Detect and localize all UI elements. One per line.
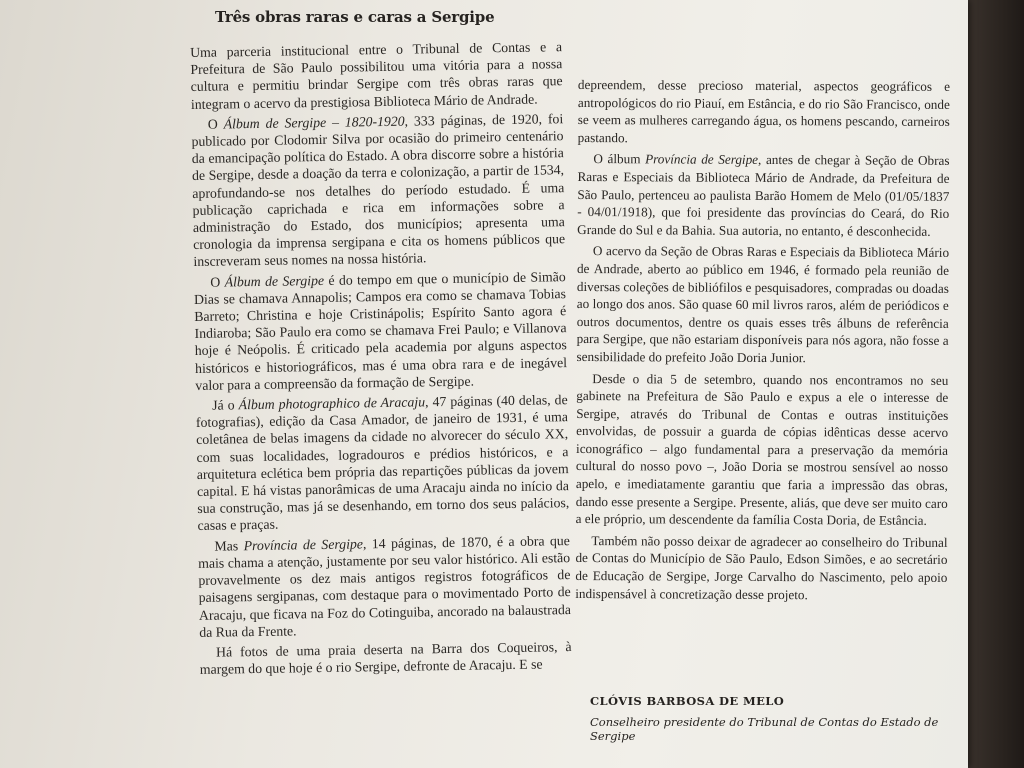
book-title: Província de Sergipe: [645, 151, 759, 168]
paragraph: Desde o dia 5 de setembro, quando nos encontramos no seu gabinete na Prefeitura de São Paulo e expus a ele o interesse de Sergipe, através do Tribunal de Contas e outras instituições envolvidas, de possuir a guarda de cópias idênticas desse acervo iconográfico – algo fundamental para a preservação da memória cultural do nosso povo –, João Doria se mostrou sensível ao nosso apelo, e imediatamente garantiu que faria a impressão das obras, dando esse presente a Sergipe. Presente, aliás, que deve ser muito caro a ele próprio, um descendente da família Costa Doria, de Estância.: [575, 370, 949, 529]
paragraph: Já o Álbum photographico de Aracaju, 47 páginas (40 delas, de fotografias), edição da Casa Amador, de janeiro de 1931, é uma coletânea de belas imagens da cidade no alvorecer do século XX, com suas localidades, logradouros e prédios históricos, e a arquitetura eclética bem própria das repartições públicas da jovem capital. E há vistas panorâmicas de uma Aracaju ainda no início da sua construção, mas já se desenhando, em torno dos seus palácios, casas e praças.: [195, 392, 570, 534]
paragraph: depreendem, desse precioso material, aspectos geográficos e antropológicos do rio Piauí, em Estância, e do rio São Francisco, onde se veem as mulheres carregando água, os homens pescando, carneiros pastando.: [577, 76, 950, 146]
book-title: Álbum photographico de Aracaju: [238, 394, 426, 413]
book-title: Província de Sergipe: [243, 536, 364, 553]
background-edge: [968, 0, 1024, 768]
author-role: Conselheiro presidente do Tribunal de Contas do Estado de Sergipe: [590, 715, 939, 743]
book-title: Álbum de Sergipe – 1820-1920: [223, 113, 405, 132]
left-column: [190, 38, 572, 678]
paragraph: O Álbum de Sergipe é do tempo em que o município de Simão Dias se chamava Annapolis; Campos era como se chamava Tobias Barreto; Christina e hoje Cristinápolis; Espírito Santo agora é Indiaroba; São Paulo era como se chamava Frei Paulo; e Villanova hoje é Neópolis. É criticado pela academia por alguns aspectos históricos e historiográficos, mas é uma obra rara e de inegável valor para a compreensão da formação de Sergipe.: [193, 268, 568, 393]
book-title: Álbum de Sergipe: [224, 272, 325, 290]
paragraph: O Álbum de Sergipe – 1820-1920, 333 páginas, de 1920, foi publicado por Clodomir Silva por ocasião do primeiro centenário da emancipação política do Estado. A obra discorre sobre a história de Sergipe, desde a doação da terra e colonização, a partir de 1534, aprofundando-se nos detalhes do período estudado. É uma publicação caprichada e rica em informações sobre a administração do Estado, dos municípios; apresenta uma cronologia da imprensa sergipana e cita os homens públicos que inscreveram seus nomes na nossa história.: [191, 110, 566, 270]
paragraph: O acervo da Seção de Obras Raras e Especiais da Biblioteca Mário de Andrade, aberto ao público em 1946, é formado pela reunião de diversas coleções de bibliófilos e pesquisadores, compradas ou doadas ao longo dos anos. São quase 60 mil livros raros, além de periódicos e outros documentos, dentre os quais esses três álbuns de referência para Sergipe, que não estariam disponíveis para nós agora, não fosse a sensibilidade do prefeito João Doria Junior.: [576, 243, 950, 366]
author-name: CLÓVIS BARBOSA DE MELO: [590, 694, 785, 708]
paragraph: O álbum Província de Sergipe, antes de chegar à Seção de Obras Raras e Especiais da Biblioteca Mário de Andrade, da Prefeitura de São Paulo, pertenceu ao paulista Barão Homem de Melo (01/05/1837 - 04/01/1918), que foi presidente das províncias do Ceará, do Rio Grande do Sul e da Bahia. Sua autoria, no entanto, é desconhecida.: [577, 151, 950, 239]
paragraph: Mas Província de Sergipe, 14 páginas, de 1870, é a obra que mais chama a atenção, justamente por seu valor histórico. Ali estão provavelmente os dez mais antigos registros fotográficos de paisagens sergipanas, com destaque para o movimentado Porto de Aracaju, que ficava na Foz do Cotinguiba, ancorado na balaustrada da Rua da Frente.: [198, 532, 572, 640]
paragraph: Uma parceria institucional entre o Tribunal de Contas e a Prefeitura de São Paulo possibilitou uma vitória para a nossa cultura e permitiu brindar Sergipe com três obras raras que integram o acervo da prestigiosa Biblioteca Mário de Andrade.: [190, 39, 563, 112]
paragraph: Também não posso deixar de agradecer ao conselheiro do Tribunal de Contas do Município de São Paulo, Edson Simões, e ao secretário de Educação de Sergipe, Jorge Carvalho do Nascimento, pelo apoio indispensável à concretização desse projeto.: [575, 532, 948, 602]
right-column: [575, 76, 950, 604]
article-title: Três obras raras e caras a Sergipe: [215, 8, 495, 26]
paragraph: Há fotos de uma praia deserta na Barra dos Coqueiros, à margem do que hoje é o rio Sergipe, defronte de Aracaju. E se: [199, 638, 572, 678]
signature-block: [590, 694, 968, 743]
